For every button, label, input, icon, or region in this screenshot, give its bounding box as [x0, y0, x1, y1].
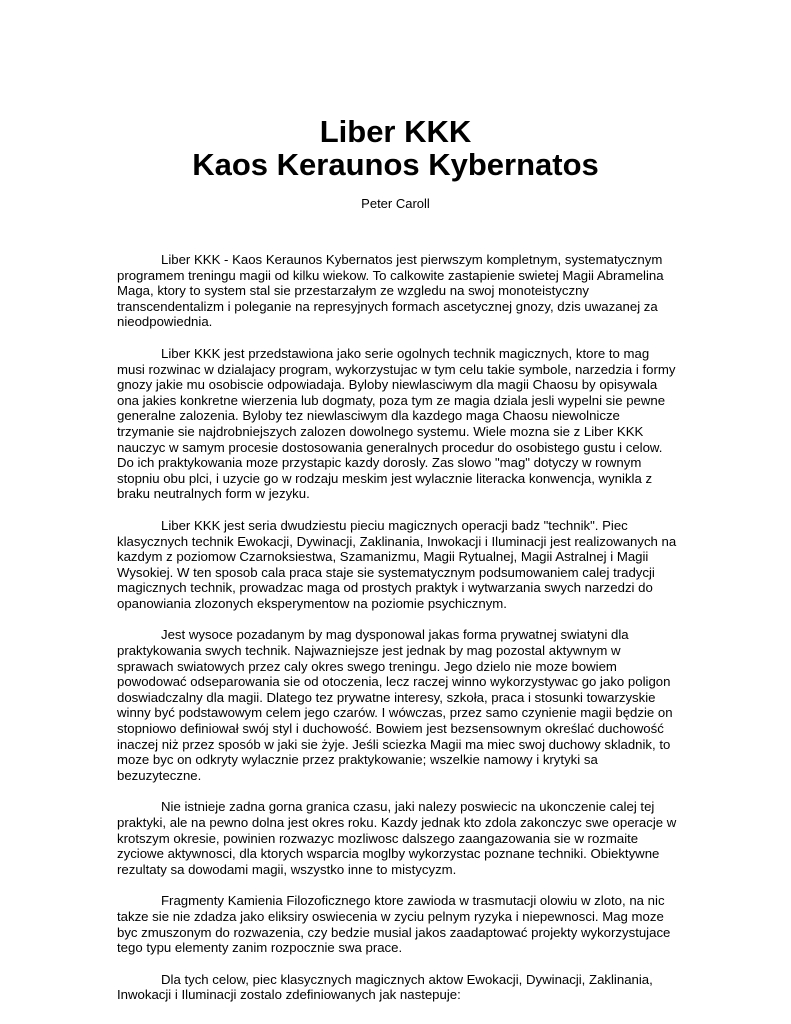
document-title-line-2: Kaos Keraunos Kybernatos — [192, 147, 599, 182]
paragraph-7: Dla tych celow, piec klasycznych magicznych aktow Ewokacji, Dywinacji, Zaklinania, Inwokacji i Iluminacji zostalo zdefiniowanych jak nastepuje: — [117, 971, 653, 1003]
paragraph-1: Liber KKK - Kaos Keraunos Kybernatos jest pierwszym kompletnym, systematycznym programem treningu magii od kilku wiekow. To calkowite zastapienie swietej Magii Abramelina Maga, ktory to system stal sie przestarzałym ze wzgledu na swoj monoteistyczny transcendentalizm i poleganie na represyjnych formach ascetycznej gnozy, dzis uwazanej za nieodpowiednia. — [117, 252, 664, 330]
author-name: Peter Caroll — [361, 196, 430, 211]
paragraph-5: Nie istnieje zadna gorna granica czasu, jaki nalezy poswiecic na ukonczenie calej tej praktyki, ale na pewno dolna jest okres roku. Kazdy jednak kto zdola zakonczyc swe operacje w krotszym okresie, powinien rozwazyc mozliwosc dalszego zaangazowania sie w rozmaite zyciowe aktywnosci, dla ktorych wsparcia moglby wykorzystac poznane techniki. Obiektywne rezultaty sa dowodami magii, wszystko inne to mistycyzm. — [117, 799, 677, 877]
paragraph-6: Fragmenty Kamienia Filozoficznego ktore zawioda w trasmutacji olowiu w zloto, na nic takze sie nie zdadza jako eliksiry oswiecenia w zyciu pelnym ryzyka i niepewnosci. Mag moze byc zmuszonym do rozwazenia, czy bedzie musial jakos zaadaptować projekty wykorzystujace tego typu elementy zanim rozpocznie swa prace. — [117, 893, 671, 956]
paragraph-2: Liber KKK jest przedstawiona jako serie ogolnych technik magicznych, ktore to mag musi rozwinac w dzialajacy program, wykorzystujac w tym celu takie symbole, narzedzia i formy gnozy jakie mu osobiscie odpowiadaja. Byloby niewlasciwym dla magii Chaosu by opisywala ona jakies konkretne wierzenia lub dogmaty, poza tym ze magia dziala jesli wypelni sie pewne generalne zalozenia. Byloby tez niewlasciwym dla kazdego maga Chaosu niewolnicze trzymanie sie najdrobniejszych zalozen dowolnego systemu. Wiele mozna sie z Liber KKK nauczyc w samym procesie dostosowania generalnych procedur do osobistego gustu i celow. Do ich praktykowania moze przystapic kazdy dorosly. Zas slowo "mag" dotyczy w rownym stopniu obu plci, i uzycie go w rodzaju meskim jest wylacznie literacka konwencja, wynikla z braku neutralnych form w jezyku. — [117, 345, 676, 502]
paragraph-3: Liber KKK jest seria dwudziestu pieciu magicznych operacji badz "technik". Piec klasycznych technik Ewokacji, Dywinacji, Zaklinania, Inwokacji i Iluminacji jest realizowanych na kazdym z poziomow Czarnoksiestwa, Szamanizmu, Magii Rytualnej, Magii Astralnej i Magii Wysokiej. W ten sposob cala praca staje sie systematycznym podsumowaniem calej tradycji magicznych technik, prowadzac maga od prostych praktyk i wytwarzania swych narzedzi do opanowiania zlozonych eksperymentow na poziomie psychicznym. — [117, 517, 677, 611]
paragraph-4: Jest wysoce pozadanym by mag dysponowal jakas forma prywatnej swiatyni dla praktykowania swych technik. Najwazniejsze jest jednak by mag pozostal aktywnym w sprawach swiatowych przez caly okres swego treningu. Jego dzielo nie moze bowiem powodować odseparowania sie od otoczenia, lecz raczej winno wykorzystywac go jako poligon doswiadczalny dla magii. Dlatego tez prywatne interesy, szkoła, praca i stosunki towarzyskie winny być podstawowym celem jego czarów. I wówczas, przez samo czynienie magii będzie on stopniowo definiował swój styl i duchowość. Bowiem jest bezsensownym określać duchowość inaczej niż przez sposób w jaki sie żyje. Jeśli sciezka Magii ma miec swoj duchowy skladnik, to moze byc on odkryty wylacznie przez praktykowanie; wszelkie namowy i krytyki sa bezuzyteczne. — [117, 627, 673, 783]
document-body — [117, 252, 677, 1019]
document-title-line-1: Liber KKK — [319, 114, 472, 149]
